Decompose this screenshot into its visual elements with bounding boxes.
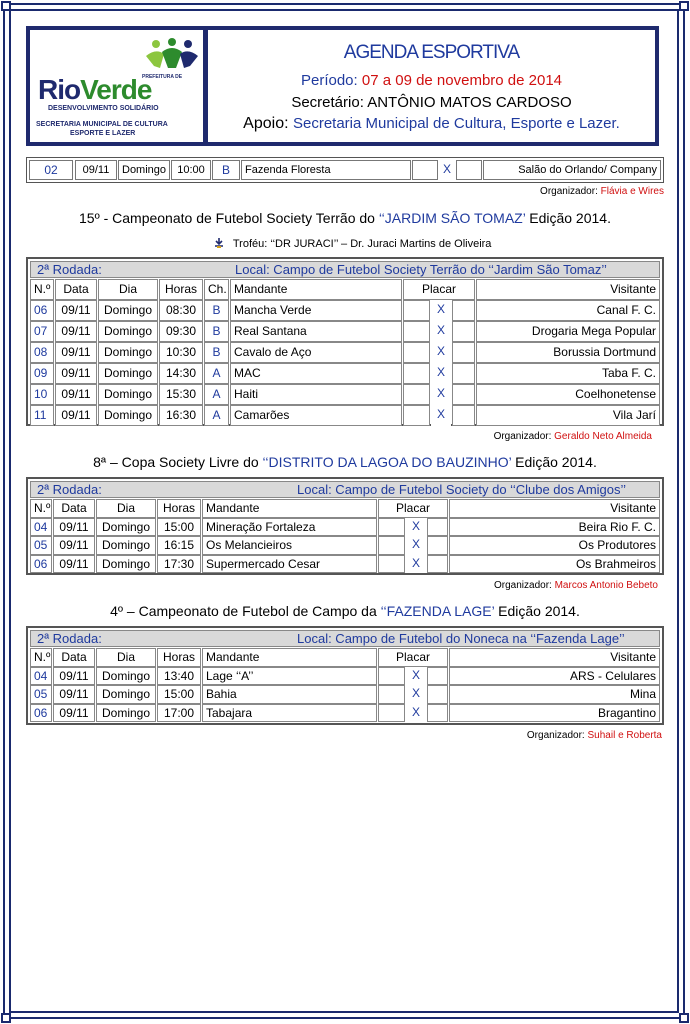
- organizer-line: [540, 186, 664, 197]
- col-header-num: N.º: [30, 279, 54, 300]
- corner-ornament: [1, 1, 11, 11]
- score-home: [378, 685, 405, 704]
- score-away: [452, 405, 475, 426]
- header-text: [208, 30, 655, 142]
- game-date: 09/11: [53, 685, 95, 704]
- game-chave: B: [204, 342, 229, 363]
- game-date: 09/11: [53, 536, 95, 555]
- periodo-label: Período:: [300, 72, 362, 89]
- game-away: Bragantino: [449, 704, 660, 723]
- game-time: 14:30: [159, 363, 203, 384]
- game-date: 09/11: [53, 667, 95, 686]
- game-home: Tabajara: [202, 704, 377, 723]
- table-header-band: [30, 481, 660, 498]
- game-number: 04: [30, 518, 52, 537]
- logo-secretaria: SECRETARIA MUNICIPAL DE CULTURA: [36, 121, 168, 128]
- score-away: [427, 555, 448, 574]
- game-time: 10:00: [171, 160, 211, 180]
- organizer-label: Organizador:: [494, 580, 555, 591]
- organizer-line: [494, 431, 652, 442]
- game-number: 05: [30, 685, 52, 704]
- game-home: Mancha Verde: [230, 300, 402, 321]
- col-header-placar: Placar: [378, 648, 448, 667]
- score-home: [378, 555, 405, 574]
- score-home: [403, 321, 430, 342]
- game-away: Canal F. C.: [476, 300, 660, 321]
- game-date: 09/11: [55, 405, 97, 426]
- apoio-value: Secretaria Municipal de Cultura, Esporte e Lazer.: [292, 115, 620, 132]
- game-home: Cavalo de Aço: [230, 342, 402, 363]
- games-table: [26, 477, 664, 575]
- game-time: 08:30: [159, 300, 203, 321]
- game-home: Os Melancieiros: [202, 536, 377, 555]
- score-home: [403, 363, 430, 384]
- game-date: 09/11: [53, 704, 95, 723]
- col-header-data: Data: [55, 279, 97, 300]
- score-x: X: [406, 518, 426, 537]
- score-home: [378, 704, 405, 723]
- game-chave: B: [204, 300, 229, 321]
- game-day: Domingo: [98, 342, 158, 363]
- col-header-visitante: Visitante: [449, 648, 660, 667]
- apoio-label: Apoio:: [243, 115, 293, 132]
- game-away: ARS - Celulares: [449, 667, 660, 686]
- score-x: X: [442, 162, 451, 176]
- game-day: Domingo: [96, 667, 156, 686]
- logo-wordmark: [38, 74, 151, 106]
- col-header-ch: Ch.: [204, 279, 229, 300]
- title-name: ‘‘JARDIM SÃO TOMAZ’: [378, 210, 526, 226]
- score-x: X: [406, 536, 426, 555]
- logo-rio: Rio: [38, 74, 81, 105]
- game-number: 04: [30, 667, 52, 686]
- logo: [30, 30, 208, 142]
- game-date: 09/11: [53, 555, 95, 574]
- game-time: 17:00: [157, 704, 201, 723]
- game-day: Domingo: [98, 321, 158, 342]
- title-prefix: 4º – Campeonato de Futebol de Campo da: [110, 603, 381, 619]
- round-label: 2ª Rodada:: [37, 262, 102, 277]
- title-suffix: Edição 2014.: [494, 603, 580, 619]
- game-chave: A: [204, 363, 229, 384]
- score-x: X: [431, 405, 451, 426]
- organizer-name: Flávia e Wires: [600, 186, 664, 197]
- col-header-mandante: Mandante: [202, 648, 377, 667]
- score-away: [427, 704, 448, 723]
- score-x: X: [431, 300, 451, 321]
- venue-label: Local: Campo de Futebol do Noneca na ‘‘Fazenda Lage’’: [297, 631, 625, 646]
- logo-prefeitura: PREFEITURA DE: [142, 74, 183, 80]
- header-box: [26, 26, 659, 146]
- game-away: Beira Rio F. C.: [449, 518, 660, 537]
- game-home: Lage ‘‘A’’: [202, 667, 377, 686]
- game-number: 11: [30, 405, 54, 426]
- col-header-data: Data: [53, 648, 95, 667]
- games-table: [26, 626, 664, 725]
- col-header-horas: Horas: [159, 279, 203, 300]
- title-prefix: 15º - Campeonato de Futebol Society Terrão do: [79, 210, 379, 226]
- col-header-placar: Placar: [403, 279, 475, 300]
- score-x: X: [406, 555, 426, 574]
- organizer-name: Geraldo Neto Almeida: [554, 431, 652, 442]
- game-time: 10:30: [159, 342, 203, 363]
- table-header-band: [30, 630, 660, 647]
- game-home: Camarões: [230, 405, 402, 426]
- col-header-mandante: Mandante: [202, 499, 377, 518]
- score-x: X: [431, 363, 451, 384]
- section-title: [0, 210, 690, 226]
- game-time: 16:30: [159, 405, 203, 426]
- game-number: 06: [30, 300, 54, 321]
- game-time: 13:40: [157, 667, 201, 686]
- game-day: Domingo: [96, 685, 156, 704]
- game-away: Mina: [449, 685, 660, 704]
- organizer-name: Suhail e Roberta: [587, 730, 662, 741]
- game-number: 06: [30, 704, 52, 723]
- secretario-line: Secretário: ANTÔNIO MATOS CARDOSO: [291, 94, 572, 111]
- score-away: [427, 536, 448, 555]
- score-away: [452, 342, 475, 363]
- corner-ornament: [679, 1, 689, 11]
- game-home: Mineração Fortaleza: [202, 518, 377, 537]
- col-header-dia: Dia: [98, 279, 158, 300]
- page-title: AGENDA ESPORTIVA: [343, 42, 520, 63]
- title-suffix: Edição 2014.: [525, 210, 611, 226]
- game-date: 09/11: [55, 342, 97, 363]
- game-away: Coelhonetense: [476, 384, 660, 405]
- section-title: [0, 454, 690, 470]
- game-day: Domingo: [96, 518, 156, 537]
- table-header-band: [30, 261, 660, 278]
- section-title: [0, 603, 690, 619]
- col-header-dia: Dia: [96, 499, 156, 518]
- game-number: 05: [30, 536, 52, 555]
- score-x: X: [406, 704, 426, 723]
- col-header-visitante: Visitante: [476, 279, 660, 300]
- venue-label: Local: Campo de Futebol Society Terrão do ‘‘Jardim São Tomaz’’: [235, 262, 607, 277]
- game-day: Domingo: [96, 704, 156, 723]
- logo-tagline: DESENVOLVIMENTO SOLIDÁRIO: [48, 105, 159, 112]
- game-date: 09/11: [55, 321, 97, 342]
- game-away: Salão do Orlando/ Company: [483, 160, 661, 180]
- score-x: X: [431, 384, 451, 405]
- game-away: Borussia Dortmund: [476, 342, 660, 363]
- corner-ornament: [1, 1013, 11, 1023]
- game-day: Domingo: [98, 405, 158, 426]
- col-header-mandante: Mandante: [230, 279, 402, 300]
- game-time: 17:30: [157, 555, 201, 574]
- score-home: [378, 536, 405, 555]
- game-time: 15:30: [159, 384, 203, 405]
- score-away: [452, 321, 475, 342]
- organizer-label: Organizador:: [540, 186, 601, 197]
- score-away: [427, 685, 448, 704]
- game-number: 08: [30, 342, 54, 363]
- score-x: X: [431, 321, 451, 342]
- game-date: 09/11: [75, 160, 117, 180]
- organizer-line: [494, 580, 658, 591]
- game-date: 09/11: [53, 518, 95, 537]
- game-home: Bahia: [202, 685, 377, 704]
- game-day: Domingo: [98, 363, 158, 384]
- title-prefix: 8ª – Copa Society Livre do: [93, 454, 263, 470]
- organizer-line: [527, 730, 662, 741]
- periodo-value: 07 a 09 de novembro de 2014: [361, 72, 563, 89]
- score-away: [456, 160, 482, 180]
- score-x: X: [431, 342, 451, 363]
- title-name: ‘‘DISTRITO DA LAGOA DO BAUZINHO’: [262, 454, 512, 470]
- game-away: Vila Jarí: [476, 405, 660, 426]
- col-header-visitante: Visitante: [449, 499, 660, 518]
- score-home: [378, 667, 405, 686]
- title-suffix: Edição 2014.: [511, 454, 597, 470]
- game-day: Domingo: [96, 555, 156, 574]
- organizer-label: Organizador:: [526, 730, 588, 741]
- col-header-placar: Placar: [378, 499, 448, 518]
- game-day: Domingo: [98, 300, 158, 321]
- game-chave: A: [204, 384, 229, 405]
- col-header-horas: Horas: [157, 499, 201, 518]
- score-home: [412, 160, 438, 180]
- col-header-num: N.º: [30, 499, 52, 518]
- game-time: 16:15: [157, 536, 201, 555]
- game-home: MAC: [230, 363, 402, 384]
- score-away: [452, 384, 475, 405]
- trophy-text: Troféu: ‘‘DR JURACI’’ – Dr. Juraci Martins de Oliveira: [232, 238, 492, 250]
- score-home: [378, 518, 405, 537]
- game-away: Os Produtores: [449, 536, 660, 555]
- col-header-num: N.º: [30, 648, 52, 667]
- organizer-label: Organizador:: [493, 431, 555, 442]
- game-number: 09: [30, 363, 54, 384]
- game-time: 15:00: [157, 518, 201, 537]
- game-home: Real Santana: [230, 321, 402, 342]
- score-x: X: [406, 667, 426, 686]
- game-chave: B: [212, 160, 240, 180]
- round-label: 2ª Rodada:: [37, 631, 102, 646]
- game-day: Domingo: [118, 160, 170, 180]
- corner-ornament: [679, 1013, 689, 1023]
- logo-secretaria-2: ESPORTE E LAZER: [70, 130, 136, 137]
- score-away: [452, 300, 475, 321]
- col-header-horas: Horas: [157, 648, 201, 667]
- game-away: Taba F. C.: [476, 363, 660, 384]
- game-chave: A: [204, 405, 229, 426]
- game-date: 09/11: [55, 384, 97, 405]
- score-away: [427, 667, 448, 686]
- game-number: 02: [29, 160, 73, 180]
- game-day: Domingo: [98, 384, 158, 405]
- game-home: Fazenda Floresta: [241, 160, 411, 180]
- game-number: 07: [30, 321, 54, 342]
- title-name: ‘‘FAZENDA LAGE’: [380, 603, 495, 619]
- game-date: 09/11: [55, 363, 97, 384]
- game-home: Haiti: [230, 384, 402, 405]
- apoio-line: [208, 115, 655, 133]
- trophy-icon: [214, 238, 224, 248]
- score-home: [403, 300, 430, 321]
- logo-verde: Verde: [80, 74, 152, 105]
- round-label: 2ª Rodada:: [37, 482, 102, 497]
- score-away: [452, 363, 475, 384]
- game-number: 10: [30, 384, 54, 405]
- game-home: Supermercado Cesar: [202, 555, 377, 574]
- col-header-dia: Dia: [96, 648, 156, 667]
- trophy-line: [214, 238, 491, 250]
- periodo-line: [208, 72, 655, 89]
- game-time: 15:00: [157, 685, 201, 704]
- score-away: [427, 518, 448, 537]
- game-number: 06: [30, 555, 52, 574]
- game-chave: B: [204, 321, 229, 342]
- score-home: [403, 405, 430, 426]
- score-home: [403, 384, 430, 405]
- game-time: 09:30: [159, 321, 203, 342]
- game-away: Os Brahmeiros: [449, 555, 660, 574]
- people-figures-icon: [142, 36, 202, 76]
- game-row: [26, 157, 664, 183]
- organizer-name: Marcos Antonio Bebeto: [554, 580, 658, 591]
- game-date: 09/11: [55, 300, 97, 321]
- game-day: Domingo: [96, 536, 156, 555]
- col-header-data: Data: [53, 499, 95, 518]
- score-x: X: [406, 685, 426, 704]
- venue-label: Local: Campo de Futebol Society do ‘‘Clube dos Amigos’’: [297, 482, 627, 497]
- score-home: [403, 342, 430, 363]
- game-away: Drogaria Mega Popular: [476, 321, 660, 342]
- games-table: [26, 257, 664, 426]
